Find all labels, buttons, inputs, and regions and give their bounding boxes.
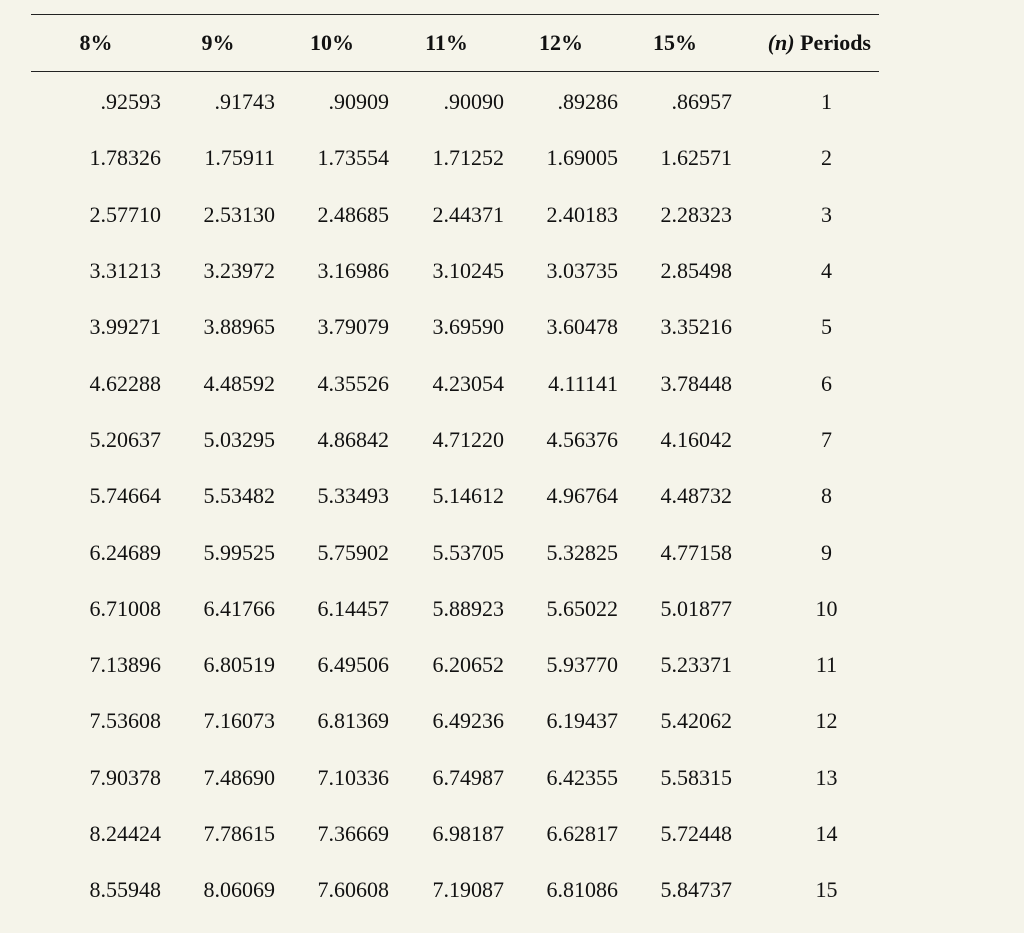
table-cell-value: .92593: [100, 89, 161, 115]
table-cell-value: 6.20652: [432, 652, 504, 678]
table-cell-value: 2.48685: [317, 201, 389, 227]
present-value-annuity-table: [31, 14, 879, 918]
table-row: [31, 637, 879, 693]
table-cell-value: 1.71252: [432, 145, 504, 171]
periods-header-label: Periods: [794, 30, 871, 55]
table-cell-value: 6.14457: [317, 595, 389, 621]
table-cell-value: 8.55948: [89, 877, 161, 903]
table-cell-value: 3.88965: [203, 314, 275, 340]
table-cell-value: 5.99525: [203, 539, 275, 565]
table-cell-value: 5.93770: [546, 652, 618, 678]
table-cell-period: 12: [815, 708, 838, 734]
table-cell-value: 6.62817: [546, 821, 618, 846]
table-cell-value: 4.35526: [317, 370, 389, 396]
table-cell-value: 7.19087: [432, 877, 504, 903]
rate-header-9: 9%: [201, 30, 235, 55]
table-cell-value: 8.24424: [89, 821, 161, 846]
table-cell-value: 1.62571: [660, 145, 732, 171]
table-cell-value: 3.99271: [89, 314, 161, 340]
table-cell-value: 7.16073: [203, 708, 275, 734]
table-cell-value: 7.78615: [203, 821, 275, 846]
table-cell-period: 5: [821, 314, 832, 340]
table-cell-value: 7.13896: [89, 652, 161, 678]
table-cell-value: 3.78448: [660, 370, 732, 396]
table-cell-value: .90909: [328, 89, 389, 115]
table-cell-value: 6.42355: [546, 764, 618, 790]
table-cell-period: 6: [821, 370, 832, 396]
periods-header-n: (n): [767, 30, 795, 55]
table-cell-value: 6.19437: [546, 708, 618, 734]
periods-header: [732, 15, 879, 72]
annuity-table-container: [31, 14, 879, 918]
table-cell-value: 1.73554: [317, 145, 389, 171]
table-cell-value: 6.81086: [546, 877, 618, 903]
table-cell-value: 7.36669: [317, 821, 389, 846]
table-cell-value: 6.71008: [89, 595, 161, 621]
table-cell-value: 2.53130: [203, 201, 275, 227]
table-cell-value: 6.80519: [203, 652, 275, 678]
table-cell-value: 3.35216: [660, 314, 732, 340]
table-cell-value: 3.23972: [203, 258, 275, 284]
table-cell-value: 5.32825: [546, 539, 618, 565]
table-cell-value: 4.16042: [660, 426, 732, 452]
table-cell-period: 8: [821, 483, 832, 509]
table-cell-value: 4.48592: [203, 370, 275, 396]
table-row: [31, 72, 879, 131]
table-cell-period: 14: [815, 821, 838, 846]
table-cell-period: 7: [821, 426, 832, 452]
table-row: [31, 524, 879, 580]
table-row: [31, 693, 879, 749]
table-cell-value: 5.75902: [317, 539, 389, 565]
table-cell-value: 5.01877: [660, 595, 732, 621]
table-cell-value: 4.86842: [317, 426, 389, 452]
table-cell-value: .86957: [671, 89, 732, 115]
rate-header-10: 10%: [310, 30, 354, 55]
table-cell-period: 1: [821, 89, 832, 115]
table-cell-value: .89286: [557, 89, 618, 115]
table-cell-value: 4.23054: [432, 370, 504, 396]
table-cell-value: 6.98187: [432, 821, 504, 846]
table-cell-value: 7.53608: [89, 708, 161, 734]
table-row: [31, 187, 879, 243]
table-cell-period: 11: [815, 652, 838, 678]
table-cell-value: 7.60608: [317, 877, 389, 903]
table-row: [31, 750, 879, 806]
table-cell-value: 5.53705: [432, 539, 504, 565]
table-cell-value: 6.24689: [89, 539, 161, 565]
table-row: [31, 243, 879, 299]
table-cell-period: 4: [821, 258, 832, 284]
table-cell-value: 6.74987: [432, 764, 504, 790]
table-cell-value: 2.40183: [546, 201, 618, 227]
table-cell-value: 4.56376: [546, 426, 618, 452]
rate-header-11: 11%: [425, 30, 468, 55]
table-cell-value: 3.69590: [432, 314, 504, 340]
table-cell-value: 4.62288: [89, 370, 161, 396]
table-body: [31, 72, 879, 919]
table-cell-value: 2.44371: [432, 201, 504, 227]
table-cell-period: 9: [821, 539, 832, 565]
table-cell-value: 5.72448: [660, 821, 732, 846]
table-cell-value: 5.84737: [660, 877, 732, 903]
table-cell-value: 5.03295: [203, 426, 275, 452]
table-cell-value: 4.71220: [432, 426, 504, 452]
table-cell-value: 6.49506: [317, 652, 389, 678]
table-row: [31, 299, 879, 355]
table-row: [31, 130, 879, 186]
table-row: [31, 355, 879, 411]
header-row: [31, 15, 879, 72]
table-cell-value: 7.90378: [89, 764, 161, 790]
table-row: [31, 581, 879, 637]
table-row: [31, 862, 879, 918]
table-cell-value: 6.41766: [203, 595, 275, 621]
table-cell-value: 5.74664: [89, 483, 161, 509]
table-cell-value: 2.57710: [89, 201, 161, 227]
table-cell-value: 5.65022: [546, 595, 618, 621]
table-cell-value: 4.96764: [546, 483, 618, 509]
table-cell-value: 5.58315: [660, 764, 732, 790]
table-cell-value: 2.85498: [660, 258, 732, 284]
table-cell-value: 3.60478: [546, 314, 618, 340]
table-cell-value: 5.23371: [660, 652, 732, 678]
table-row: [31, 412, 879, 468]
table-cell-value: 6.49236: [432, 708, 504, 734]
table-cell-value: 1.75911: [204, 145, 275, 171]
table-cell-value: 5.42062: [660, 708, 732, 734]
table-cell-value: 5.88923: [432, 595, 504, 621]
table-cell-value: .91743: [214, 89, 275, 115]
table-cell-value: 3.31213: [89, 258, 161, 284]
table-cell-value: 1.78326: [89, 145, 161, 171]
table-row: [31, 806, 879, 862]
table-cell-period: 13: [815, 764, 838, 790]
table-cell-period: 2: [821, 145, 832, 171]
table-cell-value: 1.69005: [546, 145, 618, 171]
rate-header-15: 15%: [653, 30, 697, 55]
table-row: [31, 468, 879, 524]
table-cell-value: 5.14612: [432, 483, 504, 509]
table-cell-value: 8.06069: [203, 877, 275, 903]
table-cell-value: 3.03735: [546, 258, 618, 284]
rate-header-12: 12%: [539, 30, 583, 55]
table-cell-value: 7.48690: [203, 764, 275, 790]
table-cell-value: 6.81369: [317, 708, 389, 734]
table-cell-period: 10: [815, 595, 838, 621]
table-cell-value: .90090: [443, 89, 504, 115]
table-cell-value: 7.10336: [317, 764, 389, 790]
table-cell-value: 4.77158: [660, 539, 732, 565]
table-cell-value: 5.33493: [317, 483, 389, 509]
table-cell-period: 3: [821, 201, 832, 227]
table-cell-value: 3.10245: [432, 258, 504, 284]
table-cell-value: 4.48732: [660, 483, 732, 509]
table-cell-value: 4.11141: [548, 370, 618, 396]
table-cell-value: 5.20637: [89, 426, 161, 452]
table-cell-value: 2.28323: [660, 201, 732, 227]
rate-header-8: 8%: [79, 30, 113, 55]
table-header: [31, 15, 879, 72]
table-cell-value: 5.53482: [203, 483, 275, 509]
table-cell-value: 3.16986: [317, 258, 389, 284]
table-cell-value: 3.79079: [317, 314, 389, 340]
table-cell-period: 15: [815, 877, 838, 903]
